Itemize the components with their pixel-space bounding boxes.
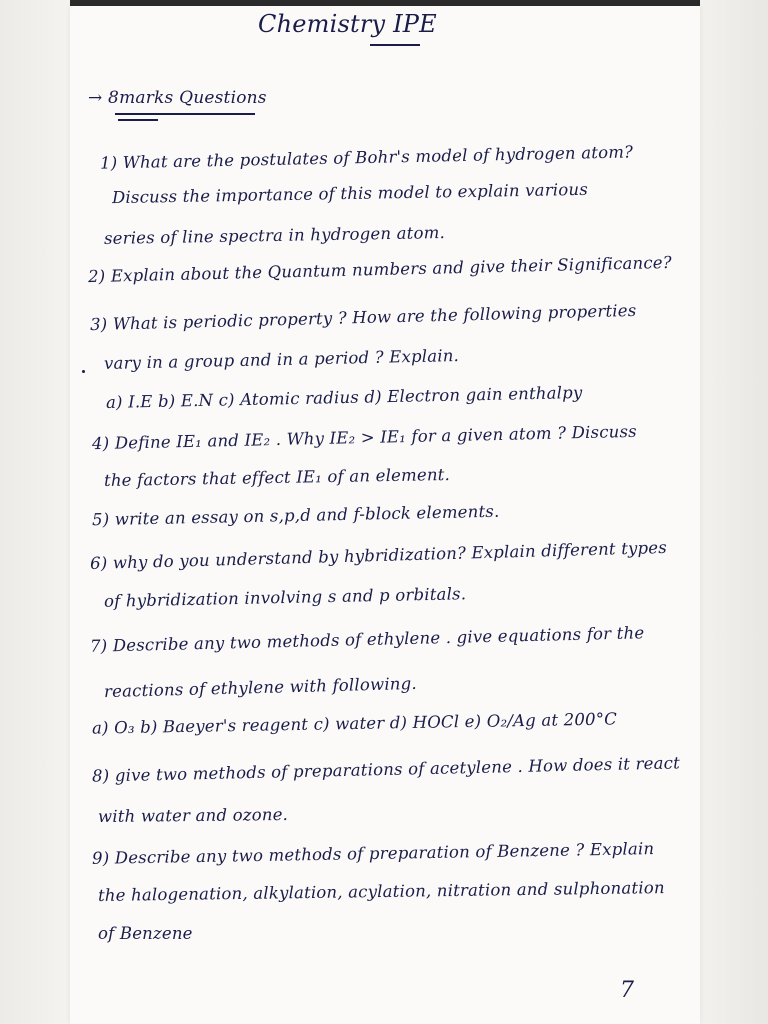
section-heading: → 8marks Questions [88, 88, 267, 108]
section-underline-short [118, 119, 158, 121]
question-line: the halogenation, alkylation, acylation, nitration and sulphonation [97, 878, 665, 905]
question-line: 4) Define IE₁ and IE₂ . Why IE₂ > IE₁ for a given atom ? Discuss [91, 421, 638, 454]
question-line: a) I.E b) E.N c) Atomic radius d) Electron gain enthalpy [105, 383, 583, 412]
question-line: of hybridization involving s and p orbitals. [103, 584, 467, 611]
question-line: 2) Explain about the Quantum numbers and give their Significance? [87, 252, 673, 287]
page-number: 7 [620, 978, 635, 1003]
question-line: 1) What are the postulates of Bohr's model of hydrogen atom? [99, 142, 634, 173]
question-line: the factors that effect IE₁ of an element. [103, 464, 451, 491]
question-line: reactions of ethylene with following. [103, 673, 418, 702]
question-line: 3) What is periodic property ? How are the following properties [89, 300, 637, 335]
section-underline [115, 113, 255, 115]
question-line: Discuss the importance of this model to explain various [111, 179, 589, 208]
question-line: with water and ozone. [97, 805, 289, 826]
question-line: 6) why do you understand by hybridization? Explain different types [89, 537, 668, 574]
question-line: of Benzene [98, 924, 193, 943]
question-line: 9) Describe any two methods of preparation of Benzene ? Explain [91, 839, 655, 868]
question-line: 5) write an essay on s,p,d and f-block elements. [91, 501, 500, 530]
question-line: 8) give two methods of preparations of acetylene . How does it react [91, 753, 681, 786]
question-line: 7) Describe any two methods of ethylene . give equations for the [89, 623, 645, 656]
page-title: Chemistry IPE [258, 10, 437, 38]
question-line: vary in a group and in a period ? Explain. [103, 345, 460, 374]
title-underline [370, 44, 420, 46]
margin-dot [82, 370, 85, 373]
question-line: series of line spectra in hydrogen atom. [103, 223, 446, 248]
question-line: a) O₃ b) Baeyer's reagent c) water d) HOCl e) O₂/Ag at 200°C [91, 709, 618, 738]
